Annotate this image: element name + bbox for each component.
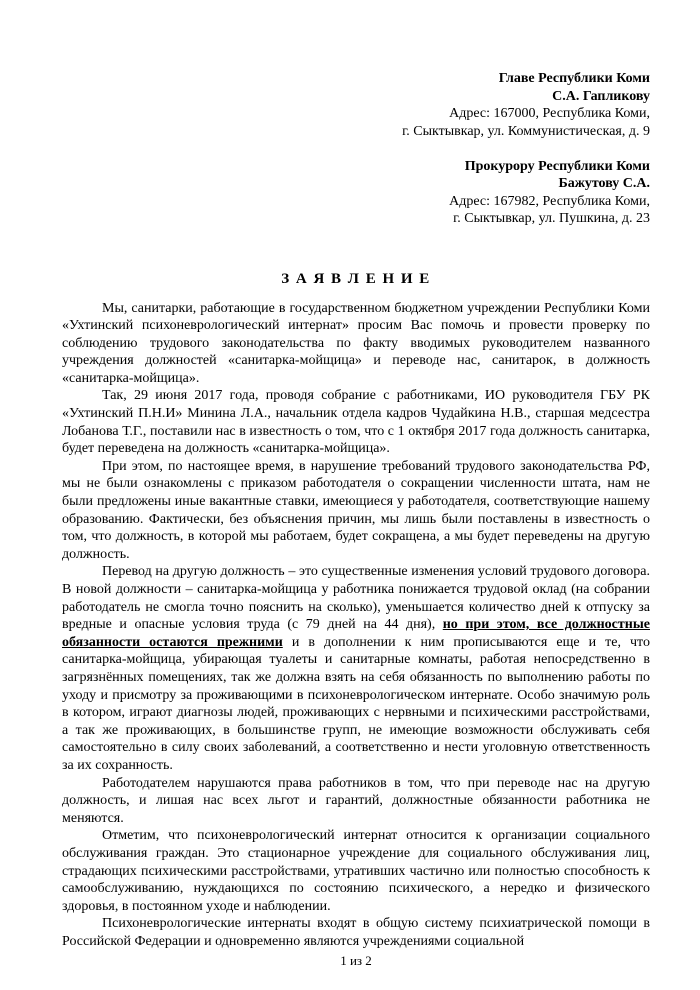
recipient-1-name: С.А. Гапликову: [552, 88, 650, 104]
recipient-1-title: Главе Республики Коми: [498, 71, 650, 86]
recipient-1-address-line-1: Адрес: 167000, Республика Коми,: [449, 106, 650, 121]
paragraph-4-tail: и в дополнении к ним прописываются еще и те, что санитарка-мойщица, убирающая туалеты и санитарные комнаты, работая непосредственно в загрязнённых помещениях, так же должна взять на себя обязанность по выполнению работы по уходу и присмотру за проживающими в психоневрологическом интернате. Особо значимую роль в котором, играют диагнозы людей, проживающих с нервными и психическими расстройствами, а так же проживающих, в большинстве групп, не имеющие возможности обслуживать себя самостоятельно в силу своих заболеваний, а соответственно и нести уголовную ответственность за их сохранность.: [62, 634, 650, 773]
document-title: З А Я В Л Е Н И Е: [281, 270, 431, 287]
paragraph-3: При этом, по настоящее время, в нарушение требований трудового законодательства РФ, мы не были ознакомлены с приказом работодателя о сокращении численности штата, нам не были предложены иные вакантные ставки, имеющиеся у работодателя, соответствующие нашему образованию. Фактически, без объяснения причин, мы лишь были поставлены в известность о том, что должность, в которой мы работаем, будет сокращена, а мы будет переведены на другую должность.: [62, 458, 650, 562]
recipient-1-address-line-2: г. Сыктывкар, ул. Коммунистическая, д. 9: [402, 123, 650, 139]
paragraph-7: Психоневрологические интернаты входят в общую систему психиатрической помощи в Российской Федерации и одновременно являются учреждениями социальной: [62, 916, 650, 949]
page-number: 1 из 2: [340, 953, 372, 969]
paragraph-2: Так, 29 июня 2017 года, проводя собрание с работниками, ИО руководителя ГБУ РК «Ухтинский П.Н.И» Минина Л.А., начальник отдела кадров Чудайкина Н.В., старшая медсестра Лобанова Т.Г., поставили нас в известность о том, что с 1 октября 2017 года должность санитарка, будет переведена на должность «санитарка-мойщица».: [62, 388, 650, 457]
document-body: [62, 300, 650, 951]
emphasized-clause: но при этом, все должностные обязанности остаются прежними: [62, 617, 650, 650]
recipient-2-title: Прокурору Республики Коми: [464, 158, 650, 174]
recipient-address-block-2: [62, 158, 650, 228]
paragraph-4-lead: Перевод на другую должность – это существенные изменения условий трудового договора. В новой должности – санитарка-мойщица у работника понижается трудовой оклад (на собрании работодатель не смогла точно пояснить на сколько), уменьшается количество дней к отпуску за вредные и опасные условия труда (с 79 дней на 44 дня),: [62, 564, 650, 633]
paragraph-6: Отметим, что психоневрологический интернат относится к организации социального обслуживания граждан. Это стационарное учреждение для социального обслуживания лиц, страдающих психическими расстройствами, утративших частично или полностью способность к самообслуживанию, нуждающихся по состоянию психического, а нередко и физического здоровья, в постоянном уходе и наблюдении.: [62, 828, 650, 914]
recipient-2-address-line-1: Адрес: 167982, Республика Коми,: [449, 193, 650, 209]
recipients-block: [62, 70, 650, 228]
recipient-2-address-line-2: г. Сыктывкар, ул. Пушкина, д. 23: [453, 211, 650, 226]
recipient-2-name: Бажутову С.А.: [558, 176, 650, 191]
paragraph-1: Мы, санитарки, работающие в государственном бюджетном учреждении Республики Коми «Ухтинский психоневрологический интернат» просим Вас помочь и провести проверку по соблюдению трудового законодательства по факту вводимых руководителем названного учреждения должностей «санитарка-мойщица» и переводе нас, санитарок, в должность «санитарка-мойщица».: [62, 300, 650, 386]
paragraph-5: Работодателем нарушаются права работников в том, что при переводе нас на другую должность, и лишая нас всех льгот и гарантий, должностные обязанности работника не меняются.: [62, 775, 650, 826]
recipient-address-block-1: [62, 70, 650, 140]
paragraph-4: [62, 563, 650, 774]
